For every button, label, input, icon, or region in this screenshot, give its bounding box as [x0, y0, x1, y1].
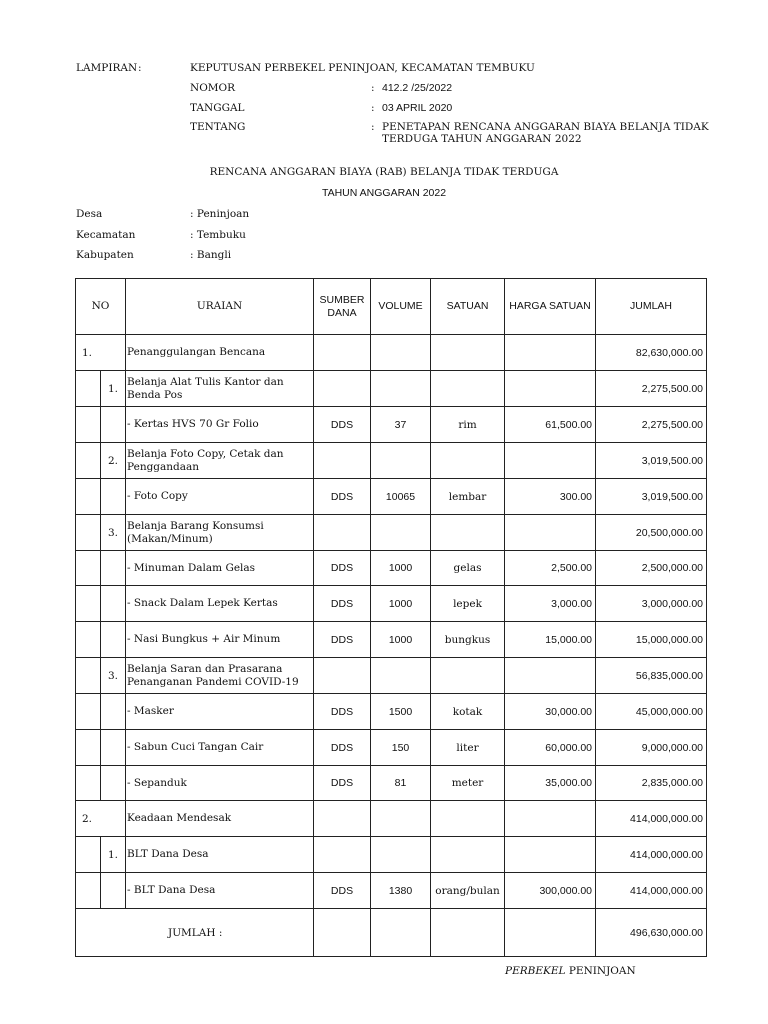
cell-no-outer [76, 766, 101, 801]
cell-harga-satuan: 15,000.00 [505, 622, 596, 658]
cell-harga-satuan [505, 658, 596, 694]
header-sumber-dana [314, 279, 371, 335]
cell-no-inner [101, 766, 126, 801]
table-row [76, 586, 707, 622]
cell-uraian: BLT Dana Desa [126, 837, 314, 873]
cell-no: 1. [76, 335, 126, 371]
cell-satuan [431, 443, 505, 479]
cell-volume: 1500 [371, 694, 431, 730]
desa-label: Desa [76, 208, 103, 220]
cell-satuan [431, 515, 505, 551]
cell-no-inner [101, 407, 126, 443]
cell-no-inner [101, 873, 126, 909]
rab-title: RENCANA ANGGARAN BIAYA (RAB) BELANJA TIDAK TERDUGA [209, 166, 559, 178]
lampiran-label: LAMPIRAN [76, 62, 138, 74]
table-row [76, 730, 707, 766]
nomor-colon: : [371, 82, 375, 94]
cell-sumber-dana [314, 837, 371, 873]
table-row [76, 801, 707, 837]
total-empty-volume [371, 909, 431, 957]
cell-no-outer [76, 479, 101, 515]
kabupaten-value: : Bangli [190, 249, 232, 261]
cell-jumlah: 20,500,000.00 [596, 515, 707, 551]
table-row [76, 694, 707, 730]
cell-sumber-dana [314, 658, 371, 694]
cell-volume [371, 335, 431, 371]
table-row [76, 479, 707, 515]
cell-satuan: orang/bulan [431, 873, 505, 909]
perbekel-rest: PENINJOAN [565, 965, 636, 977]
cell-jumlah: 45,000,000.00 [596, 694, 707, 730]
cell-no-outer [76, 407, 101, 443]
cell-volume [371, 658, 431, 694]
tentang-label: TENTANG [190, 121, 246, 133]
cell-volume: 150 [371, 730, 431, 766]
perbekel-italic: PERBEKEL [505, 965, 566, 977]
cell-satuan: lepek [431, 586, 505, 622]
cell-sumber-dana: DDS [314, 766, 371, 801]
cell-jumlah: 56,835,000.00 [596, 658, 707, 694]
cell-volume [371, 801, 431, 837]
cell-volume [371, 837, 431, 873]
cell-satuan [431, 658, 505, 694]
header-sumber-line2: DANA [327, 306, 357, 319]
cell-satuan [431, 371, 505, 407]
header-uraian: URAIAN [126, 279, 314, 335]
tanggal-label: TANGGAL [190, 102, 245, 114]
cell-no-inner: 3. [101, 658, 126, 694]
cell-uraian: - Nasi Bungkus + Air Minum [126, 622, 314, 658]
cell-uraian: - Kertas HVS 70 Gr Folio [126, 407, 314, 443]
cell-sumber-dana: DDS [314, 551, 371, 586]
cell-no-outer [76, 658, 101, 694]
cell-no-outer [76, 622, 101, 658]
cell-no-outer [76, 694, 101, 730]
table-row [76, 658, 707, 694]
nomor-label: NOMOR [190, 82, 236, 94]
cell-satuan: kotak [431, 694, 505, 730]
cell-uraian: Belanja Alat Tulis Kantor dan Benda Pos [126, 371, 314, 407]
cell-sumber-dana: DDS [314, 407, 371, 443]
table-row [76, 515, 707, 551]
table-body [76, 335, 707, 909]
cell-uraian: - Minuman Dalam Gelas [126, 551, 314, 586]
total-row [76, 909, 707, 957]
cell-jumlah: 2,275,500.00 [596, 407, 707, 443]
cell-harga-satuan: 2,500.00 [505, 551, 596, 586]
cell-harga-satuan: 61,500.00 [505, 407, 596, 443]
cell-sumber-dana: DDS [314, 479, 371, 515]
cell-satuan: gelas [431, 551, 505, 586]
cell-no-outer [76, 371, 101, 407]
cell-harga-satuan [505, 801, 596, 837]
cell-no-inner: 1. [101, 371, 126, 407]
cell-no-inner: 2. [101, 443, 126, 479]
cell-uraian: - BLT Dana Desa [126, 873, 314, 909]
cell-no-outer [76, 730, 101, 766]
cell-harga-satuan: 300.00 [505, 479, 596, 515]
cell-volume [371, 515, 431, 551]
cell-volume: 1000 [371, 622, 431, 658]
table-row [76, 551, 707, 586]
cell-volume: 81 [371, 766, 431, 801]
cell-no-inner [101, 622, 126, 658]
cell-uraian: - Foto Copy [126, 479, 314, 515]
cell-uraian: Belanja Barang Konsumsi (Makan/Minum) [126, 515, 314, 551]
cell-volume [371, 443, 431, 479]
tentang-line-1: PENETAPAN RENCANA ANGGARAN BIAYA BELANJA TIDAK [382, 121, 709, 133]
cell-sumber-dana [314, 371, 371, 407]
cell-satuan: rim [431, 407, 505, 443]
cell-harga-satuan [505, 515, 596, 551]
cell-volume: 10065 [371, 479, 431, 515]
cell-sumber-dana [314, 801, 371, 837]
header-volume: VOLUME [371, 279, 431, 335]
cell-uraian: Belanja Saran dan Prasarana Penanganan Pandemi COVID-19 [126, 658, 314, 694]
header-harga-satuan: HARGA SATUAN [505, 279, 596, 335]
cell-no-inner: 3. [101, 515, 126, 551]
cell-satuan [431, 335, 505, 371]
total-empty-harga [505, 909, 596, 957]
cell-no-outer [76, 586, 101, 622]
cell-jumlah: 2,275,500.00 [596, 371, 707, 407]
cell-jumlah: 414,000,000.00 [596, 873, 707, 909]
cell-harga-satuan [505, 371, 596, 407]
header-satuan: SATUAN [431, 279, 505, 335]
tanggal-colon: : [371, 102, 375, 114]
table-row [76, 443, 707, 479]
header-sumber-line1: SUMBER [319, 293, 365, 306]
cell-harga-satuan: 35,000.00 [505, 766, 596, 801]
table-row [76, 873, 707, 909]
cell-jumlah: 2,500,000.00 [596, 551, 707, 586]
cell-satuan: meter [431, 766, 505, 801]
cell-sumber-dana: DDS [314, 873, 371, 909]
cell-no-inner [101, 694, 126, 730]
cell-harga-satuan [505, 443, 596, 479]
table-row [76, 407, 707, 443]
cell-uraian: - Sepanduk [126, 766, 314, 801]
cell-no-inner: 1. [101, 837, 126, 873]
total-empty-sumber [314, 909, 371, 957]
cell-jumlah: 414,000,000.00 [596, 801, 707, 837]
tentang-line-2: TERDUGA TAHUN ANGGARAN 2022 [382, 133, 582, 145]
cell-volume: 37 [371, 407, 431, 443]
table-row [76, 371, 707, 407]
cell-harga-satuan: 3,000.00 [505, 586, 596, 622]
cell-jumlah: 2,835,000.00 [596, 766, 707, 801]
cell-jumlah: 3,000,000.00 [596, 586, 707, 622]
rab-table [75, 278, 707, 957]
cell-no-inner [101, 730, 126, 766]
cell-uraian: Keadaan Mendesak [126, 801, 314, 837]
cell-jumlah: 15,000,000.00 [596, 622, 707, 658]
cell-sumber-dana: DDS [314, 694, 371, 730]
cell-jumlah: 414,000,000.00 [596, 837, 707, 873]
table-row [76, 622, 707, 658]
cell-satuan: bungkus [431, 622, 505, 658]
cell-harga-satuan: 300,000.00 [505, 873, 596, 909]
cell-harga-satuan: 30,000.00 [505, 694, 596, 730]
cell-uraian: - Sabun Cuci Tangan Cair [126, 730, 314, 766]
cell-satuan: lembar [431, 479, 505, 515]
cell-sumber-dana [314, 515, 371, 551]
cell-no-outer [76, 551, 101, 586]
cell-volume: 1000 [371, 551, 431, 586]
cell-volume: 1000 [371, 586, 431, 622]
table-row [76, 837, 707, 873]
cell-no-outer [76, 515, 101, 551]
cell-uraian: - Snack Dalam Lepek Kertas [126, 586, 314, 622]
header-no: NO [76, 279, 126, 335]
cell-sumber-dana [314, 335, 371, 371]
cell-uraian: Penanggulangan Bencana [126, 335, 314, 371]
table-row [76, 766, 707, 801]
cell-no: 2. [76, 801, 126, 837]
cell-uraian: - Masker [126, 694, 314, 730]
cell-satuan [431, 837, 505, 873]
cell-harga-satuan [505, 837, 596, 873]
desa-value: : Peninjoan [190, 208, 250, 220]
cell-sumber-dana: DDS [314, 730, 371, 766]
kabupaten-label: Kabupaten [76, 249, 134, 261]
tanggal-value: 03 APRIL 2020 [382, 102, 453, 114]
nomor-value: 412.2 /25/2022 [382, 82, 453, 94]
cell-volume: 1380 [371, 873, 431, 909]
cell-sumber-dana: DDS [314, 622, 371, 658]
cell-no-outer [76, 443, 101, 479]
keputusan-text: KEPUTUSAN PERBEKEL PENINJOAN, KECAMATAN TEMBUKU [190, 62, 535, 74]
cell-no-outer [76, 837, 101, 873]
cell-jumlah: 82,630,000.00 [596, 335, 707, 371]
cell-no-inner [101, 586, 126, 622]
cell-satuan: liter [431, 730, 505, 766]
cell-satuan [431, 801, 505, 837]
total-label: JUMLAH : [76, 909, 314, 957]
cell-no-outer [76, 873, 101, 909]
cell-harga-satuan [505, 335, 596, 371]
cell-no-inner [101, 551, 126, 586]
cell-sumber-dana: DDS [314, 586, 371, 622]
cell-uraian: Belanja Foto Copy, Cetak dan Penggandaan [126, 443, 314, 479]
table-row [76, 335, 707, 371]
cell-volume [371, 371, 431, 407]
cell-jumlah: 3,019,500.00 [596, 443, 707, 479]
table-header-row [76, 279, 707, 335]
signature-title [505, 965, 636, 978]
lampiran-colon: : [138, 62, 142, 74]
total-value: 496,630,000.00 [596, 909, 707, 957]
cell-harga-satuan: 60,000.00 [505, 730, 596, 766]
cell-no-inner [101, 479, 126, 515]
tentang-colon: : [371, 121, 375, 133]
kecamatan-label: Kecamatan [76, 229, 136, 241]
cell-jumlah: 3,019,500.00 [596, 479, 707, 515]
total-empty-satuan [431, 909, 505, 957]
cell-jumlah: 9,000,000.00 [596, 730, 707, 766]
cell-sumber-dana [314, 443, 371, 479]
rab-year-title: TAHUN ANGGARAN 2022 [321, 187, 447, 199]
kecamatan-value: : Tembuku [190, 229, 246, 241]
header-jumlah: JUMLAH [596, 279, 707, 335]
